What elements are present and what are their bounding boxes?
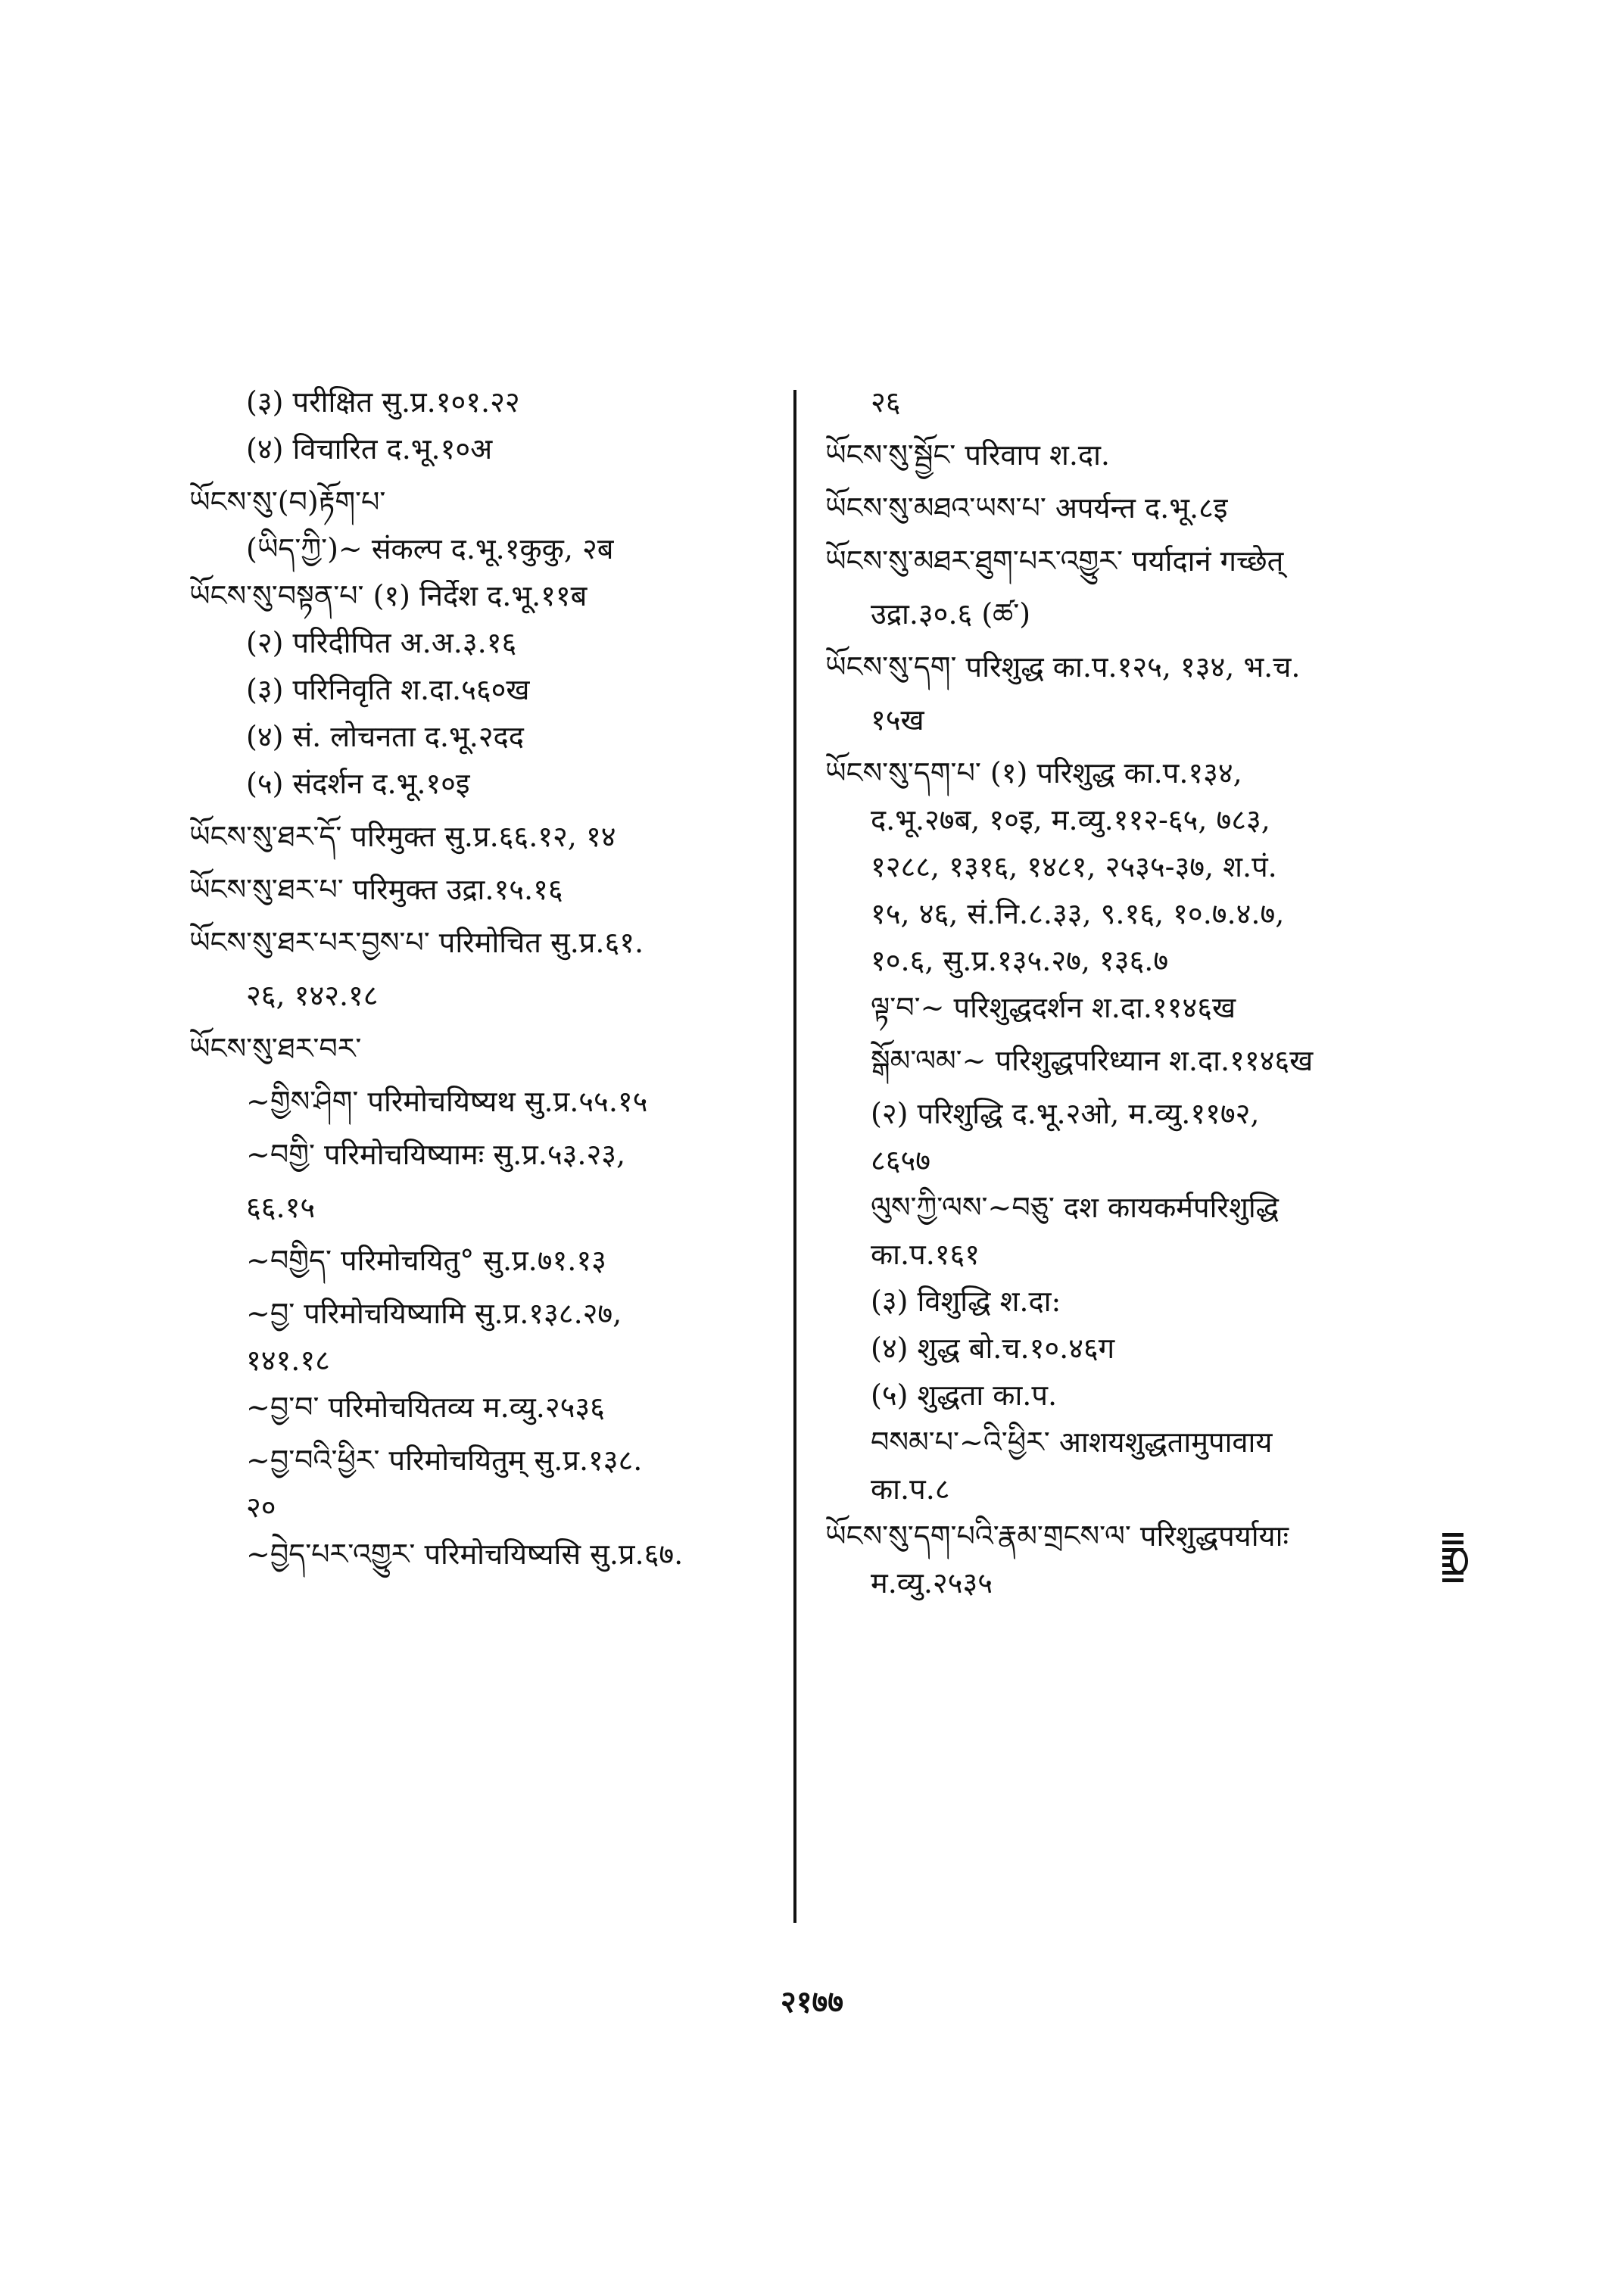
entry-line: (३) परिनिवृति श.दा.५६०ख — [246, 673, 530, 706]
entry-line: १५, ४६, सं.नि.८.३३, ९.१६, १०.७.४.७, — [871, 897, 1285, 930]
entry-line: १२८८, १३१६, १४८१, २५३५-३७, श.पं. — [871, 850, 1277, 883]
entry-line: (४) सं. लोचनता द.भू.२दद — [246, 720, 524, 753]
entry-line: ~བྱེད་པར་འགྱུར་ परिमोचयिष्यसि सु.प्र.६७. — [246, 1537, 684, 1571]
entry-headword: ཡོངས་སུ་དག་ परिशुद्ध का.प.१२५, १३४, भ.च. — [825, 650, 1301, 684]
entry-headword: ཡོངས་སུ་ཐར་དོ་ परिमुक्त सु.प्र.६६.१२, १४ — [189, 820, 616, 853]
entry-line: (२) परिशुद्धि द.भू.२ओ, म.व्यु.११७२, — [871, 1097, 1260, 1130]
circle-mark-icon — [1450, 1548, 1468, 1574]
entry-line: ~གྱིས་ཤིག་ परिमोचयिष्यथ सु.प्र.५५.१५ — [246, 1085, 648, 1118]
entry-line: ལྟ་བ་~ परिशुद्धदर्शन श.दा.११४६ख — [871, 991, 1236, 1024]
entry-line: म.व्यु.२५३५ — [871, 1566, 993, 1600]
margin-thumb-index-mark — [1442, 1533, 1463, 1587]
entry-line: ८६५७ — [871, 1144, 931, 1177]
entry-line: སྒོམ་ལམ་~ परिशुद्धपरिध्यान श.दा.११४६ख — [871, 1044, 1314, 1077]
entry-line: उद्रा.३०.६ (ཚ་) — [871, 597, 1031, 631]
entry-headword: ཡོངས་སུ་(བ)རྟོག་པ་ — [189, 485, 386, 519]
entry-line: १४१.१८ — [246, 1344, 330, 1377]
left-column — [189, 379, 780, 1578]
entry-headword: ཡོངས་སུ་དག་པའི་རྣམ་གྲངས་ལ་ परिशुद्धपर्यायाः — [825, 1519, 1289, 1553]
entry-line: ~བགྱི་ परिमोचयिष्यामः सु.प्र.५३.२३, — [246, 1138, 626, 1171]
entry-line: ལུས་ཀྱི་ལས་~བཅུ་ दश कायकर्मपरिशुद्धि — [871, 1191, 1280, 1224]
entry-headword: ཡོངས་སུ་ཐར་བར་ — [189, 1032, 362, 1065]
entry-headword: ཡོངས་སུ་ཐར་པར་བྱས་པ་ परिमोचित सु.प्र.६१. — [189, 926, 644, 959]
entry-line: བསམ་པ་~འི་ཕྱིར་ आशयशुद्धतामुपावाय — [871, 1425, 1273, 1459]
entry-headword: ཡོངས་སུ་མཐར་ཐུག་པར་འགྱུར་ पर्यादानं गच्छेत् — [825, 544, 1284, 578]
entry-line: (४) शुद्ध बो.च.१०.४६ग — [871, 1332, 1115, 1365]
entry-line: (५) शुद्धता का.प. — [871, 1379, 1058, 1412]
entry-line: ६६.१५ — [246, 1191, 316, 1224]
entry-line: २६, १४२.१८ — [246, 979, 379, 1012]
entry-line: का.प.१६१ — [871, 1238, 980, 1271]
entry-headword: ཡོངས་སུ་བསྟན་པ་ (१) निर्देश द.भू.११ब — [189, 579, 588, 612]
entry-line: १०.६, सु.प्र.१३५.२७, १३६.७ — [871, 944, 1169, 977]
right-column — [825, 379, 1454, 1606]
entry-headword: ཡོངས་སུ་མཐའ་ཡས་པ་ अपर्यन्त द.भू.८इ — [825, 491, 1228, 525]
entry-line: (५) संदर्शन द.भू.१०इ — [246, 767, 470, 800]
page-number: २१७७ — [780, 1984, 844, 2020]
entry-line: द.भू.२७ब, १०इ, म.व्यु.११२-६५, ७८३, — [871, 803, 1270, 837]
entry-line: ~བྱ་བའི་ཕྱིར་ परिमोचयितुम् सु.प्र.१३८. — [246, 1444, 643, 1477]
entry-line: (४) विचारित द.भू.१०अ — [246, 432, 493, 466]
entry-headword: ཡོངས་སུ་ཐར་པ་ परिमुक्त उद्रा.१५.१६ — [189, 873, 563, 906]
entry-line: का.प.८ — [871, 1472, 950, 1506]
entry-line: २६ — [871, 385, 901, 419]
entry-line: ~བྱ་བ་ परिमोचयितव्य म.व्यु.२५३६ — [246, 1391, 605, 1424]
column-divider — [793, 390, 796, 1923]
entry-headword: ཡོངས་སུ་དག་པ་ (१) परिशुद्ध का.प.१३४, — [825, 756, 1242, 790]
entry-line: ~བྱ་ परिमोचयिष्यामि सु.प्र.१३८.२७, — [246, 1297, 622, 1330]
entry-line: १५ख — [871, 703, 924, 737]
entry-line: (ཡིད་ཀྱི་)~ संकल्प द.भू.१कुकु, २ब — [246, 532, 614, 565]
entry-line: (२) परिदीपित अ.अ.३.१६ — [246, 626, 517, 659]
entry-line: (३) विशुद्धि श.दा: — [871, 1285, 1061, 1318]
entry-line: ~བགྱིད་ परिमोचयितु° सु.प्र.७१.१३ — [246, 1244, 606, 1277]
entry-headword: ཡོངས་སུ་སྦྱོང་ परिवाप श.दा. — [825, 438, 1110, 472]
entry-line: २० — [246, 1491, 276, 1524]
entry-line: (३) परीक्षित सु.प्र.१०१.२२ — [246, 385, 520, 419]
